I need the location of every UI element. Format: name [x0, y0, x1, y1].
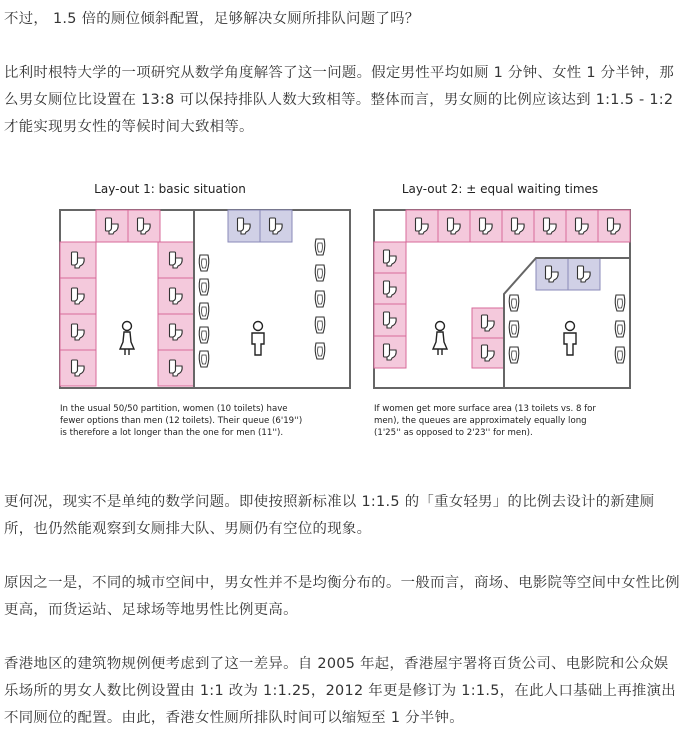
layout1-caption-line: fewer options than men (12 toilets). Their queue (6'19''): [60, 416, 303, 426]
layout2-title: Lay-out 2: ± equal waiting times: [401, 182, 599, 196]
urinal-icon: [615, 347, 625, 363]
urinal-icon: [509, 347, 519, 363]
layout2-caption-line: (1'25'' as opposed to 2'23'' for men).: [374, 428, 533, 438]
urinal-icon: [199, 351, 209, 367]
urinal-icon: [509, 295, 519, 311]
urinal-icon: [199, 327, 209, 343]
urinal-icon: [315, 291, 325, 307]
urinal-icon: [199, 303, 209, 319]
paragraph-distribution: 原因之一是，不同的城市空间中，男女性并不是均衡分布的。一般而言，商场、电影院等空间中女性比例更高，而货运站、足球场等地男性比例更高。: [4, 575, 680, 618]
paragraph-reality: 更何况，现实不是单纯的数学问题。即使按照新标准以 1:1.5 的「重女轻男」的比例去设计的新建厕所，也仍然能观察到女厕排大队、男厕仍有空位的现象。: [4, 494, 655, 537]
paragraph-ghent-study: 比利时根特大学的一项研究从数学角度解答了这一问题。假定男性平均如厕 1 分钟、女性 1 分半钟，那么男女厕位比设置在 13:8 可以保持排队人数大致相等。整体而言，男女厕的比例应该达到 1:1.5 - 1:2 才能实现男女性的等候时间大致相等。: [4, 65, 675, 135]
paragraph-hong-kong: 香港地区的建筑物规例便考虑到了这一差异。自 2005 年起，香港屋宇署将百货公司、电影院和公众娱乐场所的男女人数比例设置由 1:1 改为 1:1.25，2012 年更是修订为 1:1.5，在此人口基础上再推演出不同厕位的配置。由此，香港女性厕所排队时间可以缩短至 1 分半钟。: [4, 656, 676, 726]
urinal-icon: [315, 239, 325, 255]
urinal-icon: [199, 255, 209, 271]
urinal-icon: [315, 343, 325, 359]
layout1-caption-line: In the usual 50/50 partition, women (10 toilets) have: [60, 404, 288, 414]
urinal-icon: [199, 279, 209, 295]
layout2-caption-line: If women get more surface area (13 toilets vs. 8 for: [374, 404, 596, 414]
layout2-floorplan: [374, 210, 630, 388]
layout2-caption-line: men), the queues are approximately equally long: [374, 416, 587, 426]
layout2-caption: [374, 404, 596, 438]
layout1-caption-line: is therefore a lot longer than the one for men (11'').: [60, 428, 284, 438]
urinal-icon: [615, 321, 625, 337]
urinal-icon: [315, 317, 325, 333]
toilet-layout-figure: [40, 172, 660, 462]
layout1-title: Lay-out 1: basic situation: [94, 182, 246, 196]
paragraph-question: 不过， 1.5 倍的厕位倾斜配置，足够解决女厕所排队问题了吗？: [4, 11, 420, 27]
urinal-icon: [509, 321, 519, 337]
urinal-icon: [315, 265, 325, 281]
layout1-caption: [60, 404, 302, 438]
urinal-icon: [615, 295, 625, 311]
